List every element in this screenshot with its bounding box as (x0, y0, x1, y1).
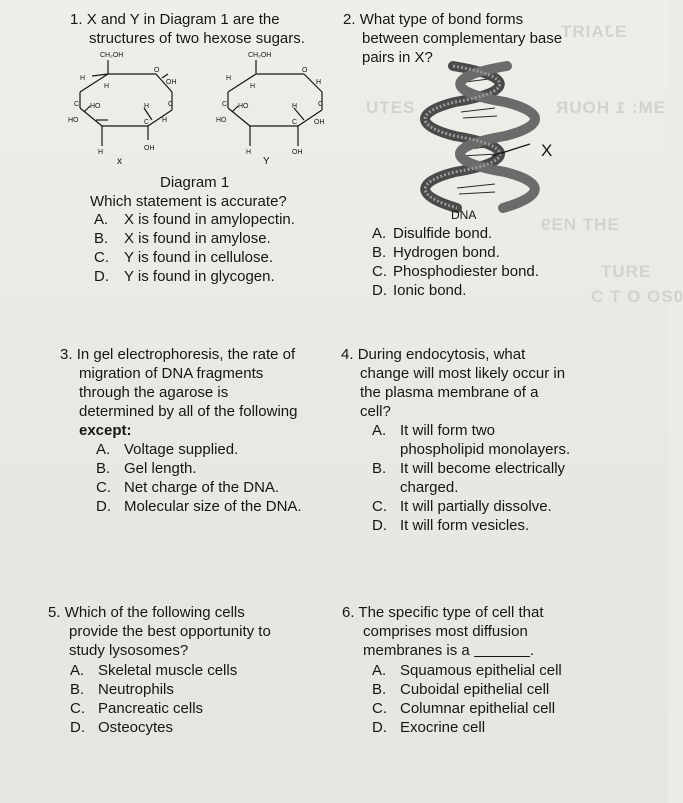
svg-text:O: O (154, 67, 160, 74)
question-text: change will most likely occur in (360, 365, 566, 382)
svg-text:OH: OH (292, 149, 303, 156)
svg-text:OH: OH (144, 145, 155, 152)
bleed-through-mark: ƎJAIЯT (560, 22, 627, 41)
option-a[interactable]: A. Squamous epithelial cell (372, 662, 562, 679)
option-d[interactable]: D. Osteocytes (70, 719, 174, 736)
svg-text:HO: HO (216, 117, 227, 124)
question-4-stem (341, 345, 565, 421)
option-b-cont: charged. (400, 479, 459, 496)
option-c[interactable]: C. Y is found in cellulose. (94, 249, 273, 266)
label-x: x (117, 156, 122, 167)
hexose-diagram (60, 48, 350, 178)
option-c[interactable]: C. Pancreatic cells (70, 700, 204, 717)
svg-text:C: C (144, 119, 150, 126)
svg-text:H: H (162, 117, 168, 124)
question-text: comprises most diffusion (363, 623, 528, 640)
answer-blank[interactable] (474, 642, 530, 657)
option-d[interactable]: D. Ionic bond. (372, 282, 467, 299)
svg-text:HO: HO (68, 117, 79, 124)
option-d[interactable]: D. Exocrine cell (372, 719, 486, 736)
svg-text:H: H (316, 79, 322, 86)
svg-text:C: C (292, 119, 298, 126)
svg-text:H: H (250, 83, 256, 90)
question-3-options (96, 440, 302, 516)
svg-text:H: H (226, 75, 232, 82)
option-b[interactable]: B. Gel length. (96, 460, 197, 477)
option-a[interactable]: A. Skeletal muscle cells (70, 662, 238, 679)
svg-text:OH: OH (166, 79, 177, 86)
svg-text:C: C (222, 101, 228, 108)
bleed-through-mark: 0ƧO O T Ɔ (590, 287, 683, 306)
svg-text:H: H (80, 75, 86, 82)
question-text: membranes is a . (363, 642, 535, 659)
svg-text:HO: HO (238, 103, 249, 110)
svg-text:H: H (246, 149, 252, 156)
option-c[interactable]: C. It will partially dissolve. (372, 498, 552, 515)
bleed-through-mark: ƎЯUT (600, 262, 651, 281)
question-5-options (70, 661, 237, 737)
question-number: 3. (60, 346, 73, 363)
question-text: X and Y in Diagram 1 are the (86, 11, 280, 28)
svg-text:HO: HO (90, 103, 101, 110)
bleed-through-mark: ƎHT ИƎ9 (540, 215, 619, 234)
bleed-through-mark: ƎM: 1 HOUR (555, 98, 666, 117)
question-4-options (372, 421, 570, 535)
question-text: study lysosomes? (69, 642, 189, 659)
question-6-options (372, 661, 562, 737)
option-b[interactable]: B. Cuboidal epithelial cell (372, 681, 550, 698)
question-2-stem (343, 10, 562, 67)
question-1-options (90, 210, 295, 286)
svg-text:OH: OH (314, 119, 325, 126)
option-a[interactable]: A. Voltage supplied. (96, 441, 239, 458)
option-c[interactable]: C. Phosphodiester bond. (372, 263, 539, 280)
svg-text:H: H (104, 83, 110, 90)
ch2oh-label: CH₂OH (248, 52, 272, 59)
option-d[interactable]: D. Molecular size of the DNA. (96, 498, 302, 515)
option-c[interactable]: C. Net charge of the DNA. (96, 479, 280, 496)
question-text: What type of bond forms (359, 11, 524, 28)
label-y: Y (263, 156, 270, 167)
dna-x-label: X (541, 141, 553, 160)
question-text: the plasma membrane of a (360, 384, 539, 401)
svg-text:C: C (168, 101, 174, 108)
question-text: Which of the following cells (64, 604, 245, 621)
ch2oh-label: CH₂OH (100, 52, 124, 59)
question-text: pairs in X? (362, 49, 433, 66)
option-d[interactable]: D. Y is found in glycogen. (94, 268, 275, 285)
question-text: determined by all of the following (79, 403, 298, 420)
option-b[interactable]: B. Hydrogen bond. (372, 244, 500, 261)
option-a[interactable]: A. X is found in amylopectin. (94, 211, 295, 228)
question-text: In gel electrophoresis, the rate of (76, 346, 296, 363)
dna-helix-figure (425, 62, 535, 212)
question-text: During endocytosis, what (357, 346, 526, 363)
bleed-through-mark: ƧƎTU (365, 98, 415, 117)
question-text: provide the best opportunity to (69, 623, 271, 640)
question-number: 1. (70, 11, 83, 28)
question-text: between complementary base (362, 30, 563, 47)
svg-text:O: O (302, 67, 308, 74)
option-a[interactable]: A. It will form two (372, 422, 496, 439)
svg-text:H: H (144, 103, 150, 110)
question-text: cell? (360, 403, 391, 420)
question-text: structures of two hexose sugars. (89, 30, 305, 47)
question-text: The specific type of cell that (358, 604, 544, 621)
question-number: 5. (48, 604, 61, 621)
question-number: 2. (343, 11, 356, 28)
option-d[interactable]: D. It will form vesicles. (372, 517, 530, 534)
question-5-stem (48, 603, 271, 660)
option-a-cont: phospholipid monolayers. (400, 441, 571, 458)
arrow-icon (488, 138, 536, 160)
option-b[interactable]: B. X is found in amylose. (94, 230, 271, 247)
question-number: 6. (342, 604, 355, 621)
question-prompt: Which statement is accurate? (90, 193, 287, 210)
question-3-stem (60, 345, 297, 440)
question-6-stem (342, 603, 544, 660)
svg-text:C: C (318, 101, 324, 108)
option-c[interactable]: C. Columnar epithelial cell (372, 700, 556, 717)
question-number: 4. (341, 346, 354, 363)
question-text: migration of DNA fragments (79, 365, 264, 382)
question-2-options (372, 224, 539, 300)
option-a[interactable]: A. Disulfide bond. (372, 225, 493, 242)
option-b[interactable]: B. Neutrophils (70, 681, 174, 698)
question-text: through the agarose is (79, 384, 229, 401)
svg-text:C: C (74, 101, 80, 108)
diagram-caption: Diagram 1 (160, 174, 230, 191)
question-emphasis: except: (79, 422, 132, 439)
svg-text:H: H (292, 103, 298, 110)
dna-label: DNA (451, 208, 477, 222)
question-1-stem (70, 10, 305, 48)
svg-text:H: H (98, 149, 104, 156)
option-b[interactable]: B. It will become electrically (372, 460, 566, 477)
